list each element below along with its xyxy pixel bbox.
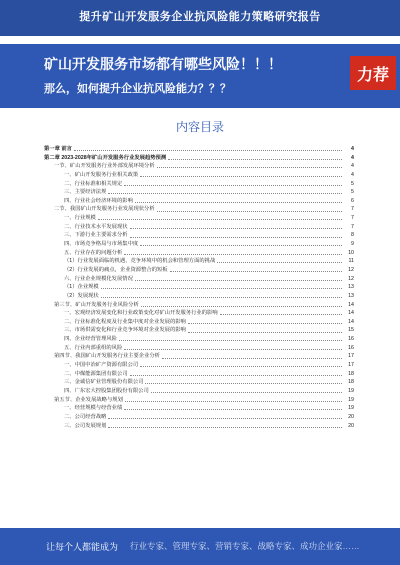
toc-entry-page: 19 bbox=[348, 405, 354, 412]
toc-entry-text: 第二章 2023-2028年矿山开发服务行业发展趋势预测 bbox=[44, 154, 167, 161]
toc-entry[interactable] bbox=[44, 266, 354, 275]
toc-entry-page: 11 bbox=[348, 258, 354, 265]
toc-entry-text: 二节、我国矿山开发服务行业发展现状分析 bbox=[54, 206, 155, 213]
toc-entry-page: 14 bbox=[348, 310, 354, 317]
toc-leader-dots bbox=[130, 370, 342, 376]
toc-entry[interactable] bbox=[44, 231, 354, 240]
toc-entry-page: 8 bbox=[351, 232, 354, 239]
toc-entry-text: 五、行业存在的问题分析 bbox=[64, 249, 123, 256]
toc-entry-text: （2）发展现状 bbox=[64, 292, 99, 299]
toc-entry-text: （1）行业发展面临的机遇，竞争环境中的机会和管理方面的挑战 bbox=[64, 258, 216, 265]
toc-leader-dots bbox=[151, 387, 342, 393]
report-title: 提升矿山开发服务企业抗风险能力策略研究报告 bbox=[79, 11, 321, 23]
toc-leader-dots bbox=[157, 162, 342, 168]
toc-entry-page: 7 bbox=[351, 215, 354, 222]
toc-entry-page: 13 bbox=[348, 284, 354, 291]
toc-entry-page: 5 bbox=[351, 180, 354, 187]
toc-entry-page: 14 bbox=[348, 318, 354, 325]
toc-entry[interactable] bbox=[44, 275, 354, 284]
toc-entry-page: 19 bbox=[348, 396, 354, 403]
toc-entry[interactable] bbox=[44, 223, 354, 232]
toc-entry[interactable] bbox=[44, 413, 354, 422]
toc-entry-text: 四、广东宏大控股集团股份有限公司 bbox=[64, 387, 149, 394]
toc-leader-dots bbox=[119, 335, 342, 341]
banner-question-1: 矿山开发服务市场都有哪些风险！！！ bbox=[44, 56, 282, 72]
toc-entry-page: 20 bbox=[348, 413, 354, 420]
toc-entry-page: 7 bbox=[351, 206, 354, 213]
toc-leader-dots bbox=[101, 283, 342, 289]
toc-leader-dots bbox=[124, 249, 342, 255]
toc-entry[interactable] bbox=[44, 422, 354, 431]
toc-entry-page: 17 bbox=[348, 362, 354, 369]
toc-entry-text: 一、中国中冶矿产资源有限公司 bbox=[64, 362, 139, 369]
toc-entry[interactable] bbox=[44, 214, 354, 223]
toc-entry[interactable] bbox=[44, 318, 354, 327]
toc-entry-text: 一节、矿山开发服务行业外部发展环境分析 bbox=[54, 163, 155, 170]
toc-entry-text: 二、行业标准化程度及行业集中度对企业发展的影响 bbox=[64, 318, 186, 325]
toc-entry[interactable] bbox=[44, 309, 354, 318]
toc-title: 内容目录 bbox=[175, 120, 224, 134]
toc-entry[interactable] bbox=[44, 344, 354, 353]
toc-leader-dots bbox=[124, 404, 342, 410]
toc-entry-page: 4 bbox=[351, 163, 354, 170]
toc-entry[interactable] bbox=[44, 352, 354, 361]
toc-entry[interactable] bbox=[44, 301, 354, 310]
toc-entry-text: 四、企业经营管理风险 bbox=[64, 336, 117, 343]
toc-entry-text: 五、行业内部重组的风险 bbox=[64, 344, 123, 351]
toc-entry-page: 12 bbox=[348, 266, 354, 273]
toc-entry-page: 10 bbox=[348, 249, 354, 256]
toc-entry[interactable] bbox=[44, 188, 354, 197]
toc-leader-dots bbox=[135, 275, 342, 281]
toc-leader-dots bbox=[101, 292, 342, 298]
toc-entry[interactable] bbox=[44, 162, 354, 171]
toc-leader-dots bbox=[74, 145, 342, 151]
toc-leader-dots bbox=[145, 378, 342, 384]
toc-entry-page: 18 bbox=[348, 379, 354, 386]
toc-entry-text: 三、市场供需变化和行业竞争环境对企业发展的影响 bbox=[64, 327, 186, 334]
toc-entry-text: 第三节、矿山开发服务行业风险分析 bbox=[54, 301, 139, 308]
toc-leader-dots bbox=[157, 205, 342, 211]
toc-entry[interactable] bbox=[44, 171, 354, 180]
toc-entry-text: 第一章 前言 bbox=[44, 146, 72, 152]
toc-entry-page: 16 bbox=[348, 344, 354, 351]
toc-entry-text: 一、经营规模与经营业绩 bbox=[64, 405, 123, 412]
toc-leader-dots bbox=[141, 301, 342, 307]
toc-leader-dots bbox=[220, 309, 342, 315]
toc-entry[interactable] bbox=[44, 326, 354, 335]
toc-entry-text: 六、行业企业规模化发展情况 bbox=[64, 275, 133, 282]
toc-leader-dots bbox=[188, 326, 342, 332]
toc-entry-page: 7 bbox=[351, 223, 354, 230]
toc-leader-dots bbox=[124, 180, 342, 186]
toc-entry[interactable] bbox=[44, 197, 354, 206]
toc-leader-dots bbox=[140, 240, 342, 246]
toc-entry[interactable] bbox=[44, 240, 354, 249]
toc-entry-page: 6 bbox=[351, 197, 354, 204]
banner-question-2: 那么，如何提升企业抗风险能力？？？ bbox=[44, 83, 231, 95]
toc-entry[interactable] bbox=[44, 404, 354, 413]
toc-entry-text: 二、中煤能源集团有限公司 bbox=[64, 370, 128, 377]
toc-entry-page: 16 bbox=[348, 336, 354, 343]
toc-leader-dots bbox=[162, 352, 342, 358]
toc-leader-dots bbox=[140, 361, 342, 367]
toc-entry-page: 4 bbox=[351, 154, 354, 161]
toc-entry-text: （1）企业规模 bbox=[64, 284, 99, 291]
toc-entry-page: 5 bbox=[351, 189, 354, 196]
toc-entry-text: 第五节、企业发展战略与规划 bbox=[54, 396, 123, 403]
toc-entry-page: 18 bbox=[348, 370, 354, 377]
toc-entry[interactable] bbox=[44, 180, 354, 189]
toc-entry[interactable] bbox=[44, 387, 354, 396]
toc-entry[interactable] bbox=[44, 361, 354, 370]
toc-leader-dots bbox=[135, 197, 342, 203]
footer-roles: 行业专家、管理专家、营销专家、战略专家、成功企业家…… bbox=[130, 541, 360, 551]
table-of-contents bbox=[44, 145, 354, 430]
toc-entry-text: 三、公司发展规划 bbox=[64, 422, 107, 429]
toc-entry[interactable] bbox=[44, 335, 354, 344]
recommend-badge: 力荐 bbox=[350, 56, 396, 90]
toc-entry[interactable] bbox=[44, 283, 354, 292]
toc-leader-dots bbox=[124, 344, 342, 350]
toc-entry[interactable] bbox=[44, 154, 354, 163]
toc-entry-text: 二、行业技术水平发展现状 bbox=[64, 223, 128, 230]
toc-leader-dots bbox=[188, 318, 342, 324]
toc-leader-dots bbox=[98, 214, 342, 220]
toc-entry-text: 二、公司经营战略 bbox=[64, 413, 107, 420]
toc-entry-page: 4 bbox=[351, 171, 354, 178]
toc-entry-page: 12 bbox=[348, 275, 354, 282]
toc-entry[interactable] bbox=[44, 396, 354, 405]
toc-entry-text: 一、行业规模 bbox=[64, 215, 96, 222]
toc-entry-page: 15 bbox=[348, 327, 354, 334]
toc-leader-dots bbox=[140, 171, 342, 177]
toc-leader-dots bbox=[168, 154, 342, 160]
toc-entry-text: 一、宏观经济发展变化和行业政策变化对矿山开发服务行业的影响 bbox=[64, 310, 218, 317]
toc-entry-page: 4 bbox=[351, 146, 354, 152]
toc-entry-text: 第四节、我国矿山开发服务行业主要企业分析 bbox=[54, 353, 160, 360]
toc-entry-page: 14 bbox=[348, 301, 354, 308]
toc-entry-text: 三、下游行业主要需求分析 bbox=[64, 232, 128, 239]
toc-entry[interactable] bbox=[44, 257, 354, 266]
toc-entry[interactable] bbox=[44, 249, 354, 258]
toc-entry-page: 13 bbox=[348, 292, 354, 299]
toc-entry-page: 9 bbox=[351, 241, 354, 248]
toc-leader-dots bbox=[217, 257, 342, 263]
toc-entry-page: 20 bbox=[348, 422, 354, 429]
toc-entry-page: 17 bbox=[348, 353, 354, 360]
toc-leader-dots bbox=[108, 413, 342, 419]
toc-leader-dots bbox=[108, 188, 342, 194]
toc-entry-text: 二、行业标准和相关规定 bbox=[64, 180, 123, 187]
toc-entry[interactable] bbox=[44, 145, 354, 154]
toc-entry-text: 四、市场竞争格局与市场集中度 bbox=[64, 241, 139, 248]
toc-entry-text: 四、行业社会经济环境的影响 bbox=[64, 197, 133, 204]
toc-entry[interactable] bbox=[44, 205, 354, 214]
toc-leader-dots bbox=[125, 396, 342, 402]
footer-slogan: 让每个人都能成为 bbox=[46, 542, 119, 552]
toc-entry-text: （2）行业发展的痛点，企业资源整合的短板 bbox=[64, 266, 168, 273]
toc-entry[interactable] bbox=[44, 292, 354, 301]
toc-leader-dots bbox=[130, 223, 342, 229]
toc-leader-dots bbox=[170, 266, 342, 272]
toc-leader-dots bbox=[130, 231, 342, 237]
toc-entry[interactable] bbox=[44, 378, 354, 387]
toc-entry[interactable] bbox=[44, 370, 354, 379]
toc-entry-text: 一、矿山开发服务行业相关政策 bbox=[64, 171, 139, 178]
toc-entry-text: 三、金诚信矿业管理股份有限公司 bbox=[64, 379, 144, 386]
toc-entry-page: 19 bbox=[348, 387, 354, 394]
toc-entry-text: 三、主要经济法规 bbox=[64, 189, 107, 196]
toc-leader-dots bbox=[108, 422, 342, 428]
